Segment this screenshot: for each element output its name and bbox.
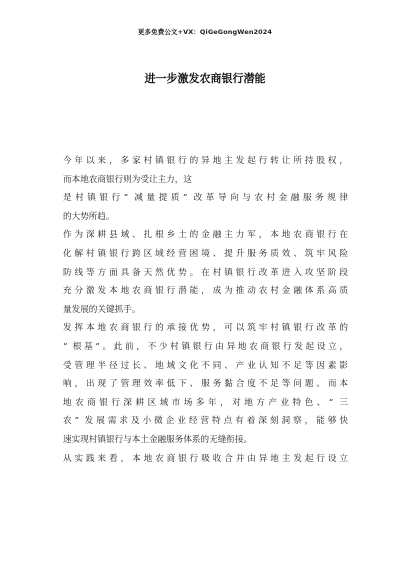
body-line: 防线等方面具备天然优势。在村镇银行改革进入攻坚阶段 bbox=[63, 267, 348, 278]
body-line: 而本地农商银行则为受让主力，这 bbox=[63, 174, 192, 185]
document-body bbox=[63, 152, 348, 468]
body-line: 充分激发本地农商银行潜能，成为推动农村金融体系高质 bbox=[63, 286, 348, 297]
body-line: 速实现村镇银行与本土金融服务体系的无缝衔接。 bbox=[63, 434, 253, 445]
body-line: 作为深耕县域、扎根乡土的金融主力军，本地农商银行在 bbox=[63, 230, 348, 241]
document-title: 进一步激发农商银行潜能 bbox=[144, 72, 266, 85]
body-line: 今年以来，多家村镇银行的异地主发起行转让所持股权， bbox=[63, 156, 348, 166]
body-line: 响，出现了管理效率低下、服务黏合度不足等问题。而本 bbox=[63, 379, 348, 390]
body-line: “ 根基”。此前，不少村镇银行由异地农商银行发起设立， bbox=[63, 341, 348, 352]
header-note: 更多免费公文+VX：QiGeGongWen2024 bbox=[137, 28, 273, 36]
body-line: 受管理半径过长、地域文化不同、产业认知不足等因素影 bbox=[63, 360, 348, 371]
body-line: 地农商银行深耕区域市场多年，对地方产业特色、“ 三 bbox=[63, 397, 348, 408]
body-line: 量发展的关键抓手。 bbox=[63, 304, 141, 315]
body-line: 农” 发展需求及小微企业经营特点有着深刻洞察，能够快 bbox=[63, 416, 348, 427]
body-line: 是村镇银行“ 减量提质” 改革导向与农村金融服务规律 bbox=[63, 193, 348, 204]
body-line: 发挥本地农商银行的承接优势，可以筑牢村镇银行改革的 bbox=[63, 323, 348, 334]
body-line: 化解村镇银行跨区域经营困境、提升服务质效、筑牢风险 bbox=[63, 248, 348, 259]
body-line: 的大势所趋。 bbox=[63, 211, 115, 222]
body-line: 从实践来看，本地农商银行吸收合并由异地主发起行设立 bbox=[63, 453, 348, 464]
